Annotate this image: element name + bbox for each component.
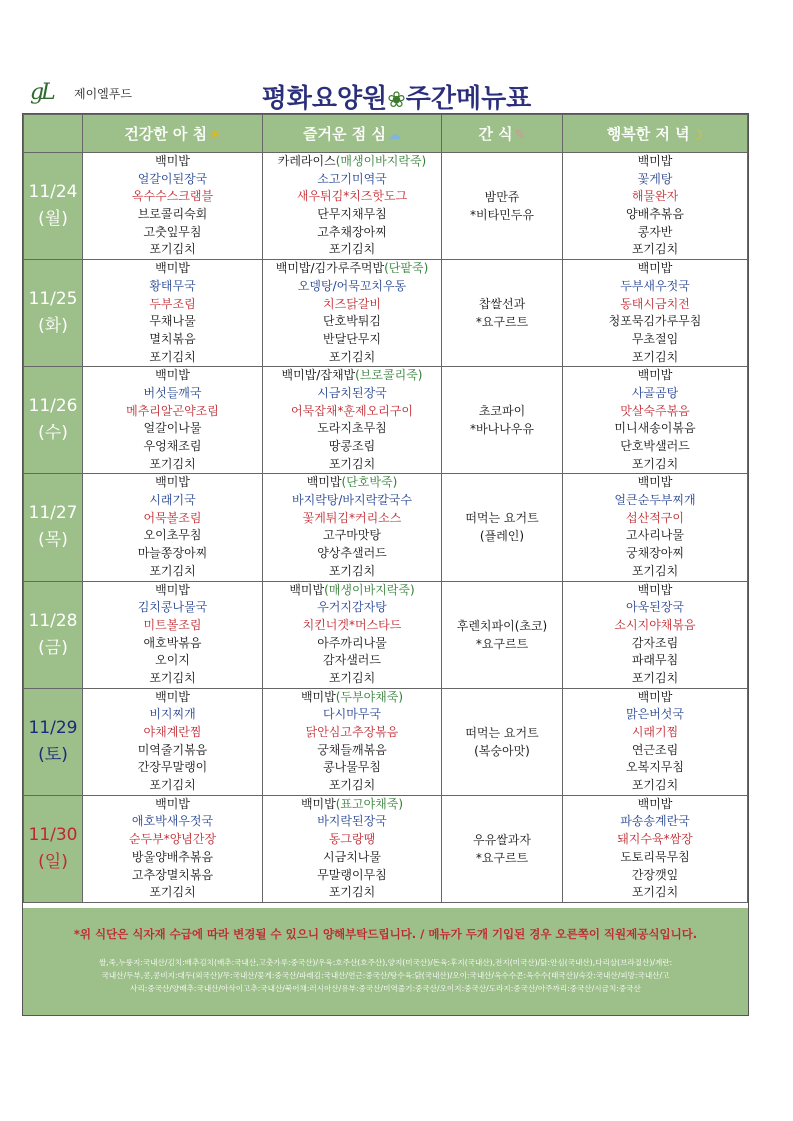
menu-item: 포기김치 xyxy=(631,242,679,257)
date-label: 11/26 xyxy=(28,396,78,417)
menu-item: 포기김치 xyxy=(328,563,376,578)
menu-item: 백미밥 xyxy=(637,796,673,811)
menu-item: 포기김치 xyxy=(328,242,376,257)
menu-item: 애호박볶음 xyxy=(143,635,202,650)
menu-item: 포기김치 xyxy=(328,778,376,793)
day-date-cell xyxy=(24,153,83,260)
dinner-cell xyxy=(563,367,748,474)
menu-item: 동태시금치전 xyxy=(620,296,690,311)
dinner-cell xyxy=(563,795,748,902)
menu-item: 백미밥 xyxy=(637,154,673,168)
menu-item: 포기김치 xyxy=(631,456,679,471)
menu-item-main: 백미밥 xyxy=(300,796,336,811)
lunch-cell xyxy=(263,260,442,367)
menu-item: 시래기국 xyxy=(149,493,196,508)
porridge-option: (단팥죽) xyxy=(384,261,429,276)
menu-item: 포기김치 xyxy=(149,670,196,685)
header-corner xyxy=(24,115,83,153)
menu-item: 시래기찜 xyxy=(631,725,679,739)
menu-item-main: 백미밥 xyxy=(300,689,336,704)
origin-line: 쌀,죽,누룽지:국내산/김치:배추김치(배추:국내산,고춧가루:중국산)/우육:호주산(호주산),양지(미국산)/돈육:후지(국내산),전지(미국산)/닭:안심(국내산),다리살(브라질산)/계란: xyxy=(98,958,673,967)
menu-item: 감자조림 xyxy=(631,635,679,650)
company-name: 제이엘푸드 xyxy=(74,86,132,101)
day-row xyxy=(24,260,748,367)
weekday-label: (목) xyxy=(38,530,68,551)
porridge-option: (매생이바지락죽) xyxy=(324,582,415,597)
origin-line: 사리:중국산/양배추:국내산/아삭이고추:국내산/북어채:러시아산/유부:중국산/미역줄기:중국산/오이지:중국산/도라지:중국산/아주까리:중국산/시금치:중국산 xyxy=(130,984,641,993)
menu-item: 감자샐러드 xyxy=(323,653,381,668)
menu-item: 오이지 xyxy=(155,653,190,668)
menu-item: 어묵볼조림 xyxy=(143,510,202,525)
notice-text: *위 식단은 식자재 수급에 따라 변경될 수 있으니 양해부탁드립니다. / 메뉴가 두개 기입된 경우 오른쪽이 직원제공식입니다. xyxy=(73,927,698,941)
menu-body xyxy=(24,153,748,903)
menu-item-main: 백미밥/잡채밥 xyxy=(281,368,356,383)
menu-item: 메추리알곤약조림 xyxy=(126,403,219,418)
menu-item: 꽃게튀김*커리소스 xyxy=(302,510,402,525)
snack-item: 찹쌀선과 xyxy=(478,297,526,312)
menu-item: 미트볼조림 xyxy=(143,617,202,632)
lunch-cell xyxy=(263,474,442,581)
date-label: 11/30 xyxy=(28,824,78,845)
dinner-cell xyxy=(563,581,748,688)
leaf-icon: ❀ xyxy=(387,88,406,113)
menu-item: 백미밥 xyxy=(637,582,673,597)
breakfast-cell xyxy=(83,581,263,688)
menu-item: 닭안심고추장볶음 xyxy=(305,725,399,739)
breakfast-cell xyxy=(83,367,263,474)
cloud-icon: ☁ xyxy=(387,128,401,143)
snack-cell xyxy=(442,474,563,581)
menu-item: 어묵잡채*훈제오리구이 xyxy=(291,403,413,418)
menu-item: 백미밥 xyxy=(155,154,190,168)
menu-item-main: 카레라이스 xyxy=(277,154,336,168)
date-label: 11/29 xyxy=(28,717,78,738)
menu-item: 고구마맛탕 xyxy=(323,528,381,543)
footer-notes xyxy=(23,908,748,1015)
menu-item: 콩자반 xyxy=(637,224,673,239)
menu-item: 섭산적구이 xyxy=(626,510,684,525)
menu-item: 황태무국 xyxy=(149,278,196,293)
menu-item: 도라지초무침 xyxy=(317,421,387,436)
snack-cell xyxy=(442,367,563,474)
menu-item: 연근조림 xyxy=(631,742,679,757)
menu-item: 단호박튀김 xyxy=(323,314,381,329)
menu-item: 우거지감자탕 xyxy=(317,600,387,615)
menu-item: 무초절임 xyxy=(631,331,679,346)
menu-item: 비지찌개 xyxy=(149,707,196,722)
day-row xyxy=(24,367,748,474)
snack-cell xyxy=(442,795,563,902)
menu-item: 고추채장아찌 xyxy=(317,224,387,239)
menu-item xyxy=(263,367,441,385)
menu-item: 치즈닭갈비 xyxy=(323,296,381,311)
snack-item: *요구르트 xyxy=(475,636,529,651)
day-date-cell xyxy=(24,795,83,902)
snack-item: 우유쌀과자 xyxy=(473,832,531,847)
day-row xyxy=(24,795,748,902)
menu-item: 소고기미역국 xyxy=(317,171,387,186)
lunch-cell xyxy=(263,688,442,795)
day-date-cell xyxy=(24,474,83,581)
menu-item: 포기김치 xyxy=(149,456,196,471)
menu-item: 꽃게탕 xyxy=(637,171,673,186)
menu-item: 고춧잎무침 xyxy=(143,224,202,239)
day-date-cell xyxy=(24,581,83,688)
snack-item: *비타민두유 xyxy=(470,208,534,223)
menu-item: 포기김치 xyxy=(149,563,196,578)
snack-item: *바나나우유 xyxy=(470,422,534,437)
menu-item: 바지락된장국 xyxy=(317,814,387,829)
date-label: 11/25 xyxy=(28,289,78,310)
origin-line: 국내산/두부,콩,콩비지:대두(외국산)/무:국내산/꽃게:중국산/파래김:국내산/연근:중국산/탕수육:닭(국내산)/오이:국내산/옥수수콘:옥수수(태국산)/숙갓:국내산/피망:국내산/고 xyxy=(101,971,670,980)
lunch-cell xyxy=(263,795,442,902)
menu-item: 해물완자 xyxy=(631,189,679,204)
header-lunch: 즐거운 점 심 ☁ xyxy=(263,115,442,153)
menu-item: 고추장멸치볶음 xyxy=(131,867,214,882)
menu-item: 오이초무침 xyxy=(143,528,202,543)
menu-item: 얼큰순두부찌개 xyxy=(614,493,696,508)
menu-item: 백미밥 xyxy=(637,261,673,276)
candy-icon: ✎ xyxy=(514,128,526,143)
date-label: 11/24 xyxy=(28,182,78,203)
snack-cell xyxy=(442,153,563,260)
menu-item: 파송송계란국 xyxy=(620,814,690,829)
menu-item: 버섯들깨국 xyxy=(143,385,202,400)
menu-item: 백미밥 xyxy=(637,475,673,490)
menu-item: 동그랑땡 xyxy=(328,832,376,847)
snack-item: 떠먹는 요거트 xyxy=(465,725,539,740)
header-dinner: 행복한 저 녁 ☽ xyxy=(563,115,748,153)
menu-item: 간장무말랭이 xyxy=(137,760,208,775)
title-menu: 주간메뉴표 xyxy=(405,84,532,114)
menu-item: 포기김치 xyxy=(149,349,196,364)
moon-icon: ☽ xyxy=(691,128,704,143)
menu-item xyxy=(263,796,441,814)
menu-item: 땅콩조림 xyxy=(328,439,376,453)
menu-item: 백미밥 xyxy=(155,796,190,811)
menu-item: 방울양배추볶음 xyxy=(131,849,214,864)
menu-table xyxy=(23,114,748,903)
jl-logo-icon: gL xyxy=(30,80,53,105)
snack-item: (복숭아맛) xyxy=(474,743,530,758)
menu-item: 양배추볶음 xyxy=(626,207,684,222)
menu-item: 순두부*양념간장 xyxy=(128,832,217,847)
menu-item: 포기김치 xyxy=(149,242,196,257)
menu-item: 간장깻잎 xyxy=(631,867,679,882)
menu-item: 백미밥 xyxy=(637,368,673,383)
menu-item: 무채나물 xyxy=(149,314,196,329)
menu-item: 무말랭이무침 xyxy=(317,867,387,882)
day-date-cell xyxy=(24,260,83,367)
menu-item: 백미밥 xyxy=(155,368,190,383)
day-row xyxy=(24,688,748,795)
menu-item: 시금치나물 xyxy=(323,849,381,864)
menu-item: 다시마무국 xyxy=(323,707,381,722)
breakfast-cell xyxy=(83,260,263,367)
snack-item: 밤만쥬 xyxy=(484,190,520,205)
menu-item: 포기김치 xyxy=(328,670,376,685)
porridge-option: (브로콜리죽) xyxy=(355,368,423,383)
menu-item: 포기김치 xyxy=(328,349,376,364)
date-label: 11/28 xyxy=(28,610,78,631)
dinner-cell xyxy=(563,688,748,795)
menu-item: 맛살숙주볶음 xyxy=(620,403,690,418)
menu-item: 사골곰탕 xyxy=(631,385,679,400)
menu-item: 반달단무지 xyxy=(323,331,381,346)
menu-item xyxy=(263,582,441,600)
menu-item: 포기김치 xyxy=(631,670,679,685)
snack-cell xyxy=(442,581,563,688)
menu-item: 포기김치 xyxy=(631,563,679,578)
menu-item: 포기김치 xyxy=(328,885,376,900)
origin-info xyxy=(33,956,738,995)
snack-item: 떠먹는 요거트 xyxy=(465,511,539,526)
header-breakfast: 건강한 아 침 ☀ xyxy=(83,115,263,153)
menu-item: 도토리묵무침 xyxy=(620,849,690,864)
menu-item xyxy=(263,474,441,492)
menu-item: 맑은버섯국 xyxy=(626,707,684,722)
menu-item: 멸치볶음 xyxy=(149,331,196,346)
menu-item: 포기김치 xyxy=(631,885,679,900)
menu-item: 새우튀김*치즈핫도그 xyxy=(296,189,408,204)
breakfast-cell xyxy=(83,474,263,581)
menu-item: 백미밥 xyxy=(155,689,190,704)
lunch-cell xyxy=(263,367,442,474)
menu-item xyxy=(263,153,441,171)
weekday-label: (화) xyxy=(38,316,68,337)
day-date-cell xyxy=(24,688,83,795)
menu-item: 야채계란찜 xyxy=(143,725,202,739)
menu-item: 포기김치 xyxy=(149,885,196,900)
lunch-cell xyxy=(263,581,442,688)
menu-item: 궁채장아찌 xyxy=(626,546,684,561)
weekday-label: (월) xyxy=(38,209,68,230)
weekday-label: (수) xyxy=(38,423,68,444)
porridge-option: (단호박죽) xyxy=(341,475,398,490)
menu-item: 포기김치 xyxy=(631,778,679,793)
menu-item: 청포묵김가루무침 xyxy=(608,314,702,329)
menu-item: 백미밥 xyxy=(155,475,190,490)
dinner-cell xyxy=(563,153,748,260)
date-label: 11/27 xyxy=(28,503,78,524)
sun-icon: ☀ xyxy=(209,128,221,143)
day-date-cell xyxy=(24,367,83,474)
menu-item: 오복지무침 xyxy=(626,760,684,775)
menu-item: 콩나물무침 xyxy=(323,760,381,775)
snack-cell xyxy=(442,260,563,367)
menu-item: 두부새우젓국 xyxy=(620,278,690,293)
header-row xyxy=(24,115,748,153)
day-row xyxy=(24,153,748,260)
menu-item: 김치콩나물국 xyxy=(137,600,208,615)
menu-item: 백미밥 xyxy=(155,582,190,597)
menu-item: 아욱된장국 xyxy=(626,600,684,615)
menu-item: 아주까리나물 xyxy=(317,635,387,650)
menu-item: 얼갈이된장국 xyxy=(137,171,208,186)
menu-item: 궁채들깨볶음 xyxy=(317,742,387,757)
snack-item: 후렌치파이(초코) xyxy=(456,618,548,633)
menu-item: 치킨너겟*머스타드 xyxy=(302,617,402,632)
menu-item: 바지락탕/바지락칼국수 xyxy=(292,493,412,508)
menu-item: 포기김치 xyxy=(631,349,679,364)
snack-item: *요구르트 xyxy=(475,315,529,330)
menu-item: 포기김치 xyxy=(328,456,376,471)
menu-item: 소시지야채볶음 xyxy=(614,617,696,632)
breakfast-cell xyxy=(83,795,263,902)
porridge-option: (표고야채죽) xyxy=(335,796,404,811)
page-title xyxy=(0,78,793,115)
menu-item: 파래무침 xyxy=(631,653,679,668)
lunch-cell xyxy=(263,153,442,260)
menu-item: 단호박샐러드 xyxy=(620,439,690,453)
menu-item: 시금치된장국 xyxy=(317,385,387,400)
menu-item: 백미밥 xyxy=(637,689,673,704)
snack-cell xyxy=(442,688,563,795)
menu-item: 우엉채조림 xyxy=(143,439,202,453)
menu-item: 양상추샐러드 xyxy=(317,546,387,561)
menu-item: 두부조림 xyxy=(149,296,196,311)
menu-item: 미니새송이볶음 xyxy=(614,421,696,436)
snack-item: *요구르트 xyxy=(475,850,529,865)
menu-item: 고사리나물 xyxy=(626,528,684,543)
menu-item: 백미밥 xyxy=(155,261,190,276)
menu-item: 단무지채무침 xyxy=(317,207,387,222)
weekday-label: (일) xyxy=(38,851,68,872)
menu-item: 돼지수육*쌈장 xyxy=(617,832,693,847)
snack-item: (플레인) xyxy=(479,529,525,544)
menu-item xyxy=(263,689,441,707)
breakfast-cell xyxy=(83,153,263,260)
dinner-cell xyxy=(563,260,748,367)
menu-sheet xyxy=(22,113,749,1016)
weekday-label: (금) xyxy=(38,637,68,658)
porridge-option: (두부야채죽) xyxy=(335,689,404,704)
porridge-option: (매생이바지락죽) xyxy=(335,154,427,168)
title-facility: 평화요양원 xyxy=(261,84,388,114)
menu-item-main: 백미밥 xyxy=(306,475,342,490)
menu-item: 옥수수스크램블 xyxy=(131,189,214,204)
menu-item: 포기김치 xyxy=(149,778,196,793)
day-row xyxy=(24,581,748,688)
menu-item-main: 백미밥/김가루주먹밥 xyxy=(275,261,385,276)
dinner-cell xyxy=(563,474,748,581)
breakfast-cell xyxy=(83,688,263,795)
menu-item: 애호박새우젓국 xyxy=(131,814,214,829)
weekday-label: (토) xyxy=(38,744,68,765)
menu-item: 마늘쫑장아찌 xyxy=(137,546,208,561)
menu-item: 얼갈이나물 xyxy=(143,421,202,436)
menu-item xyxy=(263,260,441,278)
day-row xyxy=(24,474,748,581)
menu-item: 미역줄기볶음 xyxy=(137,742,208,757)
menu-item: 오뎅탕/어묵꼬치우동 xyxy=(297,278,407,293)
menu-item: 브로콜리숙회 xyxy=(137,207,208,222)
snack-item: 초코파이 xyxy=(478,404,526,419)
header-snack: 간 식 ✎ xyxy=(442,115,563,153)
menu-item-main: 백미밥 xyxy=(289,582,325,597)
